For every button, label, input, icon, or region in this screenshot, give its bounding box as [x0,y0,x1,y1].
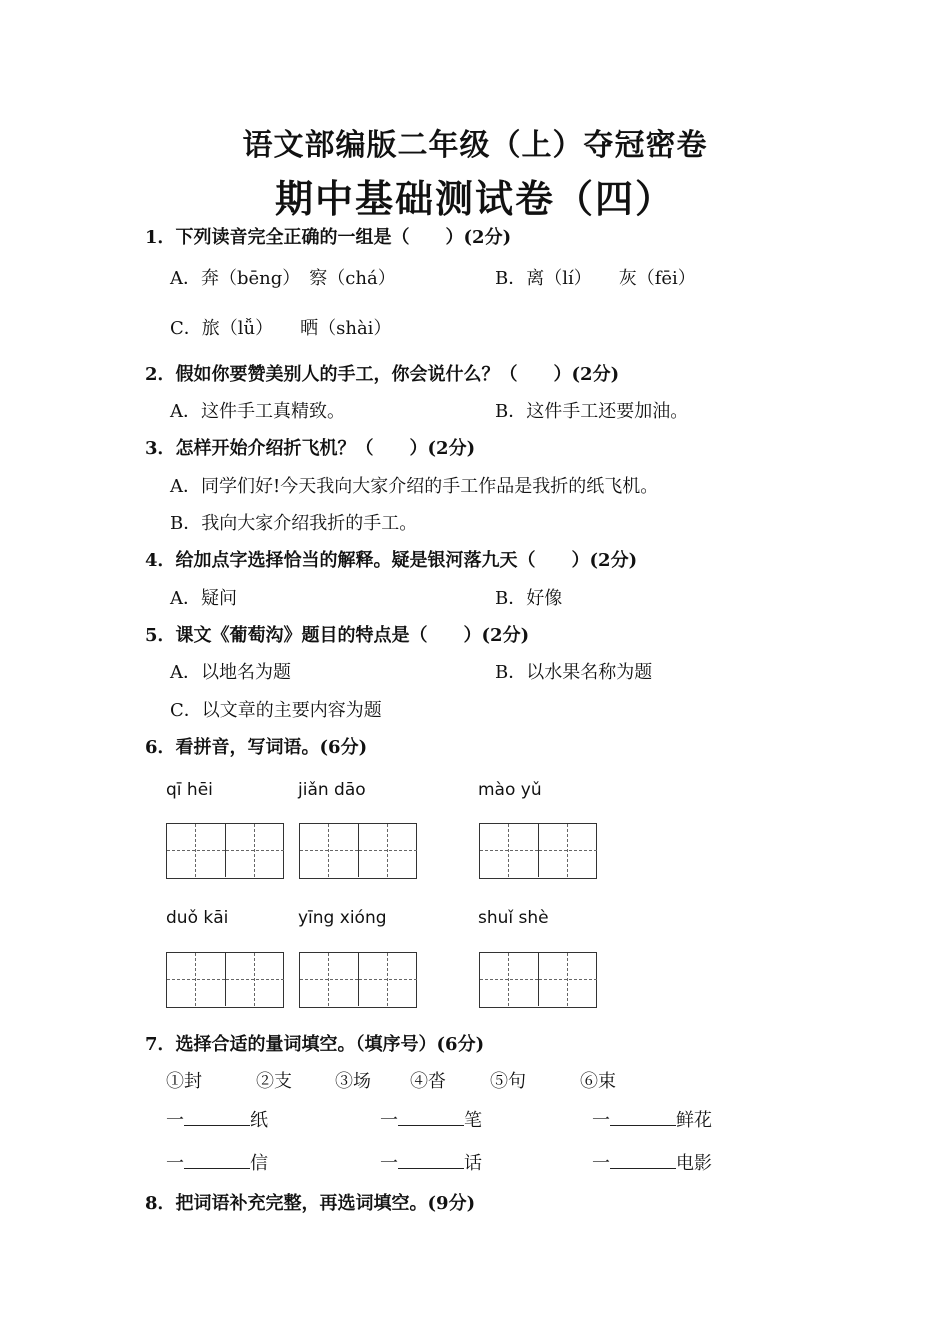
q2-option-b: B．这件手工还要加油。 [495,401,689,422]
fill-item [592,1106,712,1132]
question-7: 7．选择合适的量词填空。（填序号）(6分) [145,1034,485,1055]
pinyin-label: mào yǔ [478,780,542,800]
fill-item [166,1106,268,1132]
writing-grid[interactable] [479,952,597,1008]
measure-word-choice: ⑤句 [490,1071,526,1092]
writing-grid[interactable] [166,952,284,1008]
q1-option-c: C．旅（lǚ） 晒（shài） [170,318,392,339]
fill-prefix: 一 [166,1110,184,1131]
q3-option-b: B．我向大家介绍我折的手工。 [170,513,418,534]
fill-noun: 信 [250,1153,268,1174]
fill-prefix: 一 [592,1110,610,1131]
q5-option-b: B．以水果名称为题 [495,662,653,683]
q4-option-a: A．疑问 [170,588,237,609]
fill-noun: 电影 [676,1153,712,1174]
q3-option-a: A．同学们好!今天我向大家介绍的手工作品是我折的纸飞机。 [170,476,659,497]
question-6: 6．看拼音，写词语。(6分) [145,737,368,758]
writing-grid[interactable] [299,823,417,879]
exam-subtitle: 期中基础测试卷（四） [274,176,675,221]
pinyin-label: duǒ kāi [166,908,229,928]
answer-blank[interactable] [184,1107,250,1126]
pinyin-label: shuǐ shè [478,908,549,928]
pinyin-label: yīng xióng [298,908,387,928]
measure-word-choice: ⑥束 [580,1071,616,1092]
measure-word-choice: ①封 [166,1071,202,1092]
question-1: 1．下列读音完全正确的一组是（ ）(2分) [145,227,512,248]
measure-word-choice: ③场 [335,1071,371,1092]
fill-item [380,1149,482,1175]
fill-prefix: 一 [592,1153,610,1174]
fill-prefix: 一 [380,1153,398,1174]
writing-grid[interactable] [479,823,597,879]
question-4: 4．给加点字选择恰当的解释。疑是银河落九天（ ）(2分) [145,550,638,571]
question-2: 2．假如你要赞美别人的手工，你会说什么？（ ）(2分) [145,364,620,385]
fill-item [166,1149,268,1175]
question-8: 8．把词语补充完整，再选词填空。(9分) [145,1193,476,1214]
q5-option-a: A．以地名为题 [170,662,291,683]
q4-option-b: B．好像 [495,588,563,609]
answer-blank[interactable] [398,1107,464,1126]
fill-item [380,1106,482,1132]
exam-title: 语文部编版二年级（上）夺冠密卷 [242,128,708,163]
fill-item [592,1149,712,1175]
fill-prefix: 一 [380,1110,398,1131]
writing-grid[interactable] [166,823,284,879]
fill-noun: 纸 [250,1110,268,1131]
answer-blank[interactable] [610,1150,676,1169]
answer-blank[interactable] [398,1150,464,1169]
q1-option-b: B．离（lí） 灰（fēi） [495,268,696,289]
fill-prefix: 一 [166,1153,184,1174]
q5-option-c: C．以文章的主要内容为题 [170,700,382,721]
pinyin-label: qī hēi [166,780,213,800]
measure-word-choice: ④沓 [410,1071,446,1092]
answer-blank[interactable] [184,1150,250,1169]
q1-option-a: A．奔（bēng） 察（chá） [170,268,396,289]
fill-noun: 话 [464,1153,482,1174]
answer-blank[interactable] [610,1107,676,1126]
question-5: 5．课文《葡萄沟》题目的特点是（ ）(2分) [145,625,530,646]
measure-word-choice: ②支 [256,1071,292,1092]
fill-noun: 鲜花 [676,1110,712,1131]
fill-noun: 笔 [464,1110,482,1131]
writing-grid[interactable] [299,952,417,1008]
q2-option-a: A．这件手工真精致。 [170,401,345,422]
question-3: 3．怎样开始介绍折飞机？（ ）(2分) [145,438,476,459]
pinyin-label: jiǎn dāo [298,780,366,800]
